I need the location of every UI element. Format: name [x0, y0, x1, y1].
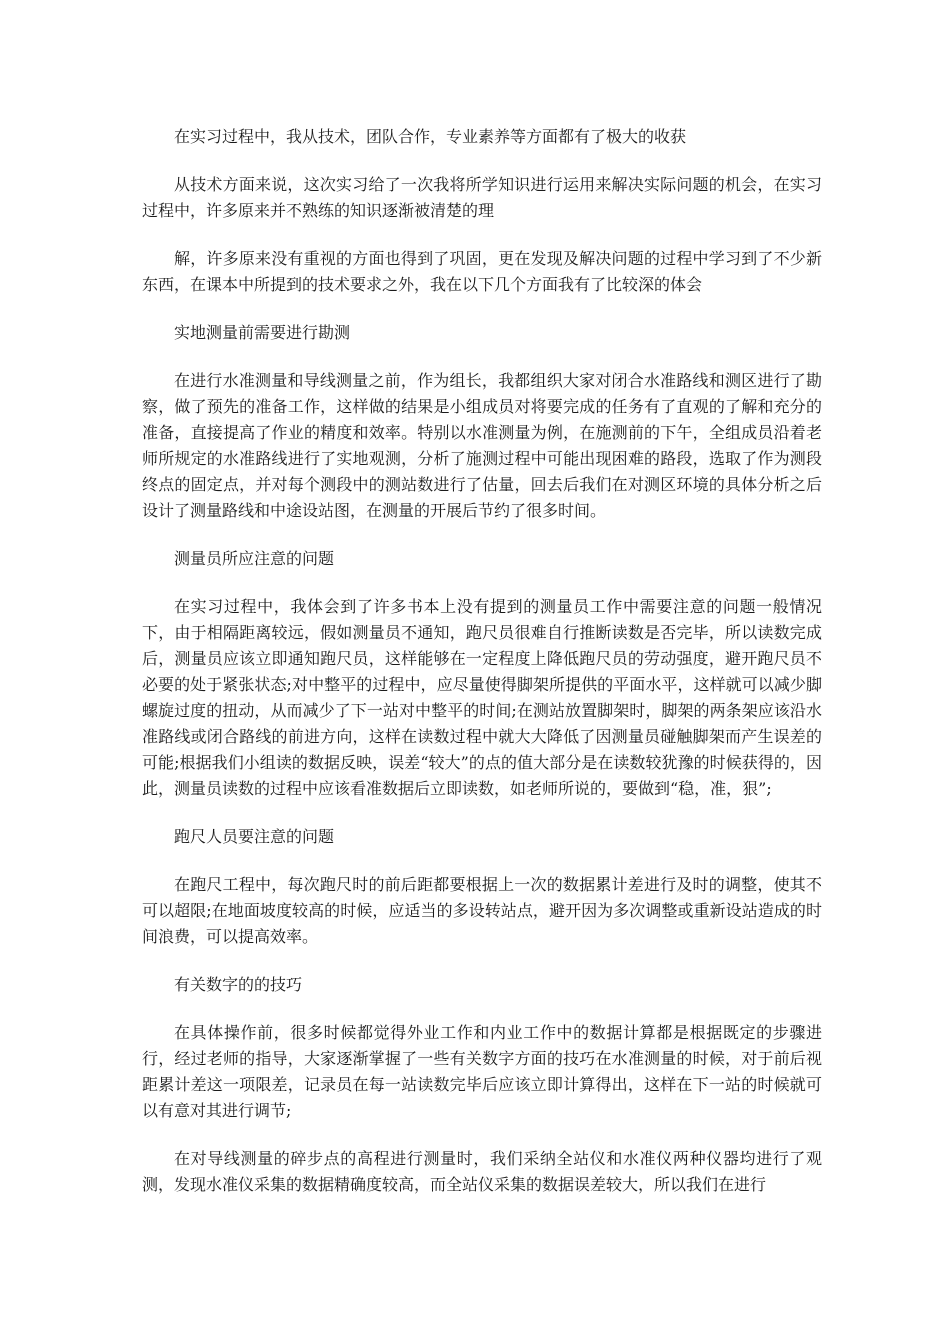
- paragraph-rodman: 在跑尺工程中，每次跑尺时的前后距都要根据上一次的数据累计差进行及时的调整，使其不可以超限;在地面坡度较高的时候，应适当的多设转站点，避开因为多次调整或重新设站造成的时间浪费，可以提高效率。: [142, 875, 822, 946]
- section-heading-numbers: 有关数字的的技巧: [174, 975, 303, 994]
- paragraph-technical-aspect: 从技术方面来说，这次实习给了一次我将所学知识进行运用来解决实际问题的机会，在实习过程中，许多原来并不熟练的知识逐渐被清楚的理: [142, 175, 822, 220]
- document-page: [142, 124, 822, 1220]
- paragraph-traverse: 在对导线测量的碎步点的高程进行测量时，我们采纳全站仪和水准仪两种仪器均进行了观测，发现水准仪采集的数据精确度较高，而全站仪采集的数据误差较大，所以我们在进行: [142, 1149, 822, 1194]
- paragraph-technical-continued: 解，许多原来没有重视的方面也得到了巩固，更在发现及解决问题的过程中学习到了不少新东西，在课本中所提到的技术要求之外，我在以下几个方面我有了比较深的体会: [142, 249, 822, 294]
- paragraph-numbers: 在具体操作前，很多时候都觉得外业工作和内业工作中的数据计算都是根据既定的步骤进行，经过老师的指导，大家逐渐掌握了一些有关数字方面的技巧在水准测量的时候，对于前后视距累计差这一项限差，记录员在每一站读数完毕后应该立即计算得出，这样在下一站的时候就可以有意对其进行调节;: [142, 1023, 822, 1120]
- paragraph-intro: 在实习过程中，我从技术，团队合作，专业素养等方面都有了极大的收获: [174, 127, 687, 146]
- section-heading-rodman: 跑尺人员要注意的问题: [174, 827, 335, 846]
- paragraph-surveyor: 在实习过程中，我体会到了许多书本上没有提到的测量员工作中需要注意的问题一般情况下，由于相隔距离较远，假如测量员不通知，跑尺员很难自行推断读数是否完毕，所以读数完成后，测量员应该立即通知跑尺员，这样能够在一定程度上降低跑尺员的劳动强度，避开跑尺员不必要的处于紧张状态;对中整平的过程中，应尽量使得脚架所提供的平面水平，这样就可以减少脚螺旋过度的扭动，从而减少了下一站对中整平的时间;在测站放置脚架时，脚架的两条架应该沿水准路线或闭合路线的前进方向，这样在读数过程中就大大降低了因测量员碰触脚架而产生误差的可能;根据我们小组读的数据反映，误差“较大”的点的值大部分是在读数较犹豫的时候获得的，因此，测量员读数的过程中应该看准数据后立即读数，如老师所说的，要做到“稳，准，狠”;: [142, 597, 822, 798]
- paragraph-survey: 在进行水准测量和导线测量之前，作为组长，我都组织大家对闭合水准路线和测区进行了勘察，做了预先的准备工作，这样做的结果是小组成员对将要完成的任务有了直观的了解和充分的准备，直接提高了作业的精度和效率。特别以水准测量为例，在施测前的下午，全组成员沿着老师所规定的水准路线进行了实地观测，分析了施测过程中可能出现困难的路段，选取了作为测段终点的固定点，并对每个测段中的测站数进行了估量，回去后我们在对测区环境的具体分析之后设计了测量路线和中途设站图，在测量的开展后节约了很多时间。: [142, 371, 822, 520]
- section-heading-survey: 实地测量前需要进行勘测: [174, 323, 351, 342]
- section-heading-surveyor: 测量员所应注意的问题: [174, 549, 335, 568]
